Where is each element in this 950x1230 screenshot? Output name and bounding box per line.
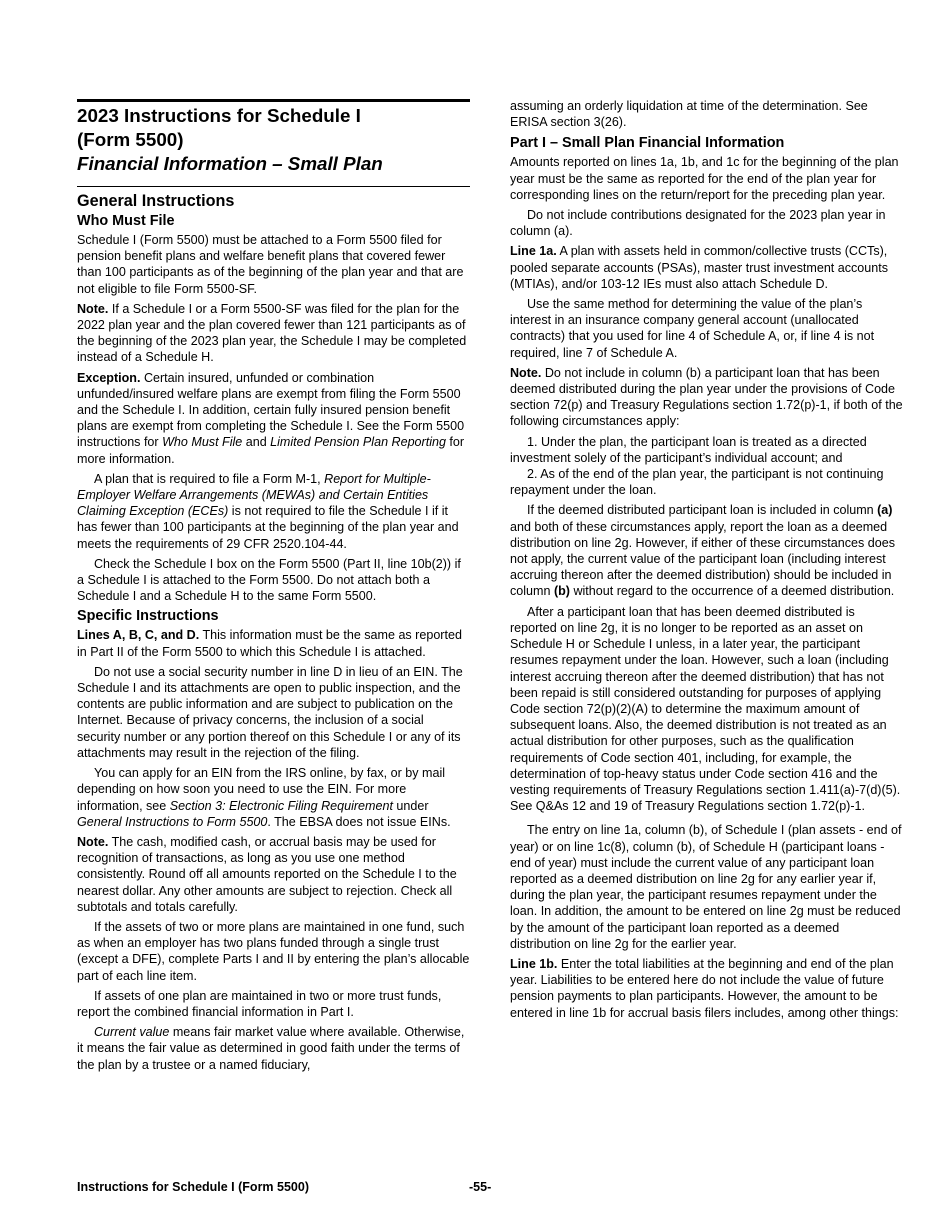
right-column <box>510 98 903 1021</box>
list-item-2: 2. As of the end of the plan year, the participant is not continuing repayment under the loan. <box>510 467 884 498</box>
title-top-rule <box>77 99 470 102</box>
title-line-1: 2023 Instructions for Schedule I <box>77 105 361 126</box>
para-contributions: Do not include contributions designated for the 2023 plan year in column (a). <box>510 208 886 239</box>
para-line-1b: Line 1b. Enter the total liabilities at the beginning and end of the plan year. Liabilities to be entered here do not include the value of future pension payments to plan participants. However, the amount to be entered in line 1b for accrual basis filers includes, among other things: <box>510 956 899 1020</box>
para-lines-abcd: Lines A, B, C, and D. This information must be the same as reported in Part II of the Form 5500 to which this Schedule I is attached. <box>77 628 462 659</box>
para-who-must-file: Schedule I (Form 5500) must be attached to a Form 5500 filed for pension benefit plans and welfare benefit plans that covered fewer than 100 participants as of the beginning of the plan year and that are not eligible to file Form 5500-SF. <box>77 233 464 296</box>
para-entry-line-1a: The entry on line 1a, column (b), of Schedule I (plan assets - end of year) or on line 1c(8), column (b), of Schedule H (participant loans - end of year) must include the current value of any participant loan reported as a deemed distribution on line 2g for any earlier year if, during the plan year, the participant resumes repayment under the loan. In addition, the amount to be entered on line 2g must be reduced by the amount of the participant loan reported as a deemed distribution on line 2g for the earlier year. <box>510 823 902 951</box>
heading-who-must-file: Who Must File <box>77 213 175 229</box>
para-note-schedule-i: Note. If a Schedule I or a Form 5500-SF was filed for the plan for the 2022 plan year and the plan covered fewer than 121 participants as of the beginning of the 2023 plan year, the Schedule I may be completed instead of a Schedule H. <box>77 301 467 365</box>
para-exception: Exception. Certain insured, unfunded or combination unfunded/insured welfare plans are exempt from filing the Form 5500 and the Schedule I. In addition, certain fully insured pension benefit plans are exempt from completing the Schedule I. See the Form 5500 instructions for Who Must File and Limited Pension Plan Reporting for more information. <box>77 370 465 466</box>
para-note-participant-loan: Note. Do not include in column (b) a participant loan that has been deemed distributed during the plan year under the provisions of Code section 72(p) and Treasury Regulations section 1.72(p)-1, if both of the following circumstances apply: <box>510 365 903 429</box>
heading-general-instructions: General Instructions <box>77 192 235 210</box>
heading-part-i: Part I – Small Plan Financial Information <box>510 135 785 152</box>
para-amounts-reported: Amounts reported on lines 1a, 1b, and 1c for the beginning of the plan year must be the same as reported for the end of the plan year for corresponding lines on the return/report for the preceding plan year. <box>510 155 899 202</box>
para-current-value: Current value means fair market value where available. Otherwise, it means the fair value as determined in good faith under the terms of the plan by a trustee or a named fiduciary, <box>77 1025 465 1072</box>
para-after-deemed: After a participant loan that has been deemed distributed is reported on line 2g, it is no longer to be reported as an asset on Schedule H or Schedule I unless, in a later year, the participant resumes repayment under the loan. However, such a loan (including interest accruing thereon after the deemed distribution) that has not been repaid is still considered outstanding for purposes of applying Code section 72(p)(2)(A) to determine the maximum amount of subsequent loans. Also, the deemed distribution is not treated as an actual distribution for other purposes, such as the qualification requirements of Code section 401, including, for example, the determination of top-heavy status under Code section 416 and the vesting requirements of Treasury Regulations section 1.411(a)-7(d)(5). See Q&As 12 and 19 of Treasury Regulations section 1.72(p)-1. <box>510 604 901 814</box>
heading-specific-instructions: Specific Instructions <box>77 608 219 625</box>
para-deemed-distributed: If the deemed distributed participant loan is included in column (a) and both of these circumstances apply, report the loan as a deemed distribution on line 2g. However, if either of these circumstances does not apply, the current value of the participant loan (including interest accruing thereon after the deemed distribution) should be included in column (b) without regard to the occurrence of a deemed distribution. <box>510 503 895 599</box>
para-line-1a: Line 1a. A plan with assets held in common/collective trusts (CCTs), pooled separate accounts (PSAs), master trust investment accounts (MTIAs), and/or 103-12 IEs must also attach Schedule D. <box>510 244 888 291</box>
footer-title: Instructions for Schedule I (Form 5500) <box>77 1180 309 1194</box>
document-title <box>77 104 470 176</box>
para-form-m1: A plan that is required to file a Form M-1, Report for Multiple-Employer Welfare Arrangements (MEWAs) and Certain Entities Claiming Exception (ECEs) is not required to file the Schedule I if it has fewer than 100 participants at the beginning of the plan year and meets the requirements of 29 CFR 2520.104-44. <box>77 471 459 551</box>
title-line-2: (Form 5500) <box>77 129 184 150</box>
para-ein: You can apply for an EIN from the IRS online, by fax, or by mail depending on how soon you need to use the EIN. For more information, see Section 3: Electronic Filing Requirement under General Instructions to Form 5500. The EBSA does not issue EINs. <box>77 766 451 829</box>
para-note-accounting-basis: Note. The cash, modified cash, or accrual basis may be used for recognition of transactions, as long as you use one method consistently. Round off all amounts reported on the Schedule I to the nearest dollar. Any other amounts are subject to rejection. Check all subtotals and totals carefully. <box>77 834 457 914</box>
para-one-plan-two-funds: If assets of one plan are maintained in two or more trust funds, report the combined financial information in Part I. <box>77 988 442 1019</box>
para-two-plans: If the assets of two or more plans are maintained in one fund, such as when an employer has two plans funded through a single trust (except a DFE), complete Parts I and II by entering the plan’s allocable part of each line item. <box>77 919 470 983</box>
para-social-security: Do not use a social security number in line D in lieu of an EIN. The Schedule I and its attachments are open to public inspection, and the contents are public information and are subject to publication on the Internet. Because of privacy concerns, the inclusion of a social security number or any portion thereof on this Schedule I or any of its attachments may result in the rejection of the filing. <box>77 664 463 760</box>
title-bottom-rule <box>77 186 470 187</box>
left-column <box>77 191 470 1073</box>
para-same-method: Use the same method for determining the value of the plan’s interest in an insurance company general account (unallocated contracts) that you used for line 4 of Schedule A, or, if line 4 is not required, line 7 of Schedule A. <box>510 297 875 360</box>
list-item-1: 1. Under the plan, the participant loan is treated as a directed investment solely of the participant’s individual account; and <box>510 434 867 465</box>
title-line-3: Financial Information – Small Plan <box>77 153 383 174</box>
page-number: -55- <box>469 1180 492 1194</box>
para-check-box: Check the Schedule I box on the Form 5500 (Part II, line 10b(2)) if a Schedule I is attached to the Form 5500. Do not attach both a Schedule I and a Schedule H to the same Form 5500. <box>77 556 461 604</box>
para-continuation: assuming an orderly liquidation at time of the determination. See ERISA section 3(26). <box>510 99 868 130</box>
